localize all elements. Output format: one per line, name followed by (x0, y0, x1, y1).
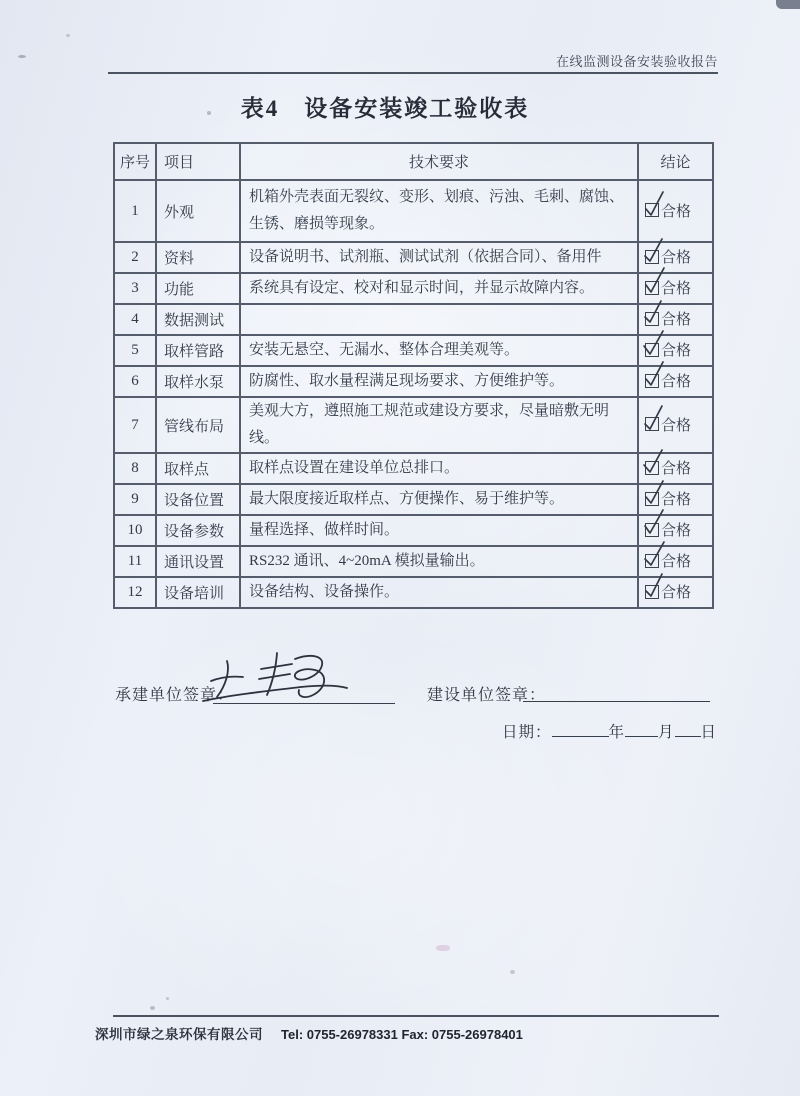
row-item: 设备参数 (156, 515, 240, 546)
year-label: 年 (608, 724, 626, 741)
handwritten-signature (197, 645, 352, 709)
checkbox-icon (645, 417, 659, 431)
scan-speck (18, 55, 26, 58)
row-requirement: 机箱外壳表面无裂纹、变形、划痕、污浊、毛刺、腐蚀、生锈、磨损等现象。 (240, 180, 638, 242)
row-no: 7 (114, 397, 156, 453)
row-no: 8 (114, 453, 156, 484)
conclusion-cell (645, 488, 691, 509)
conclusion-label: 合格 (661, 203, 692, 220)
checkbox-icon (645, 374, 659, 388)
row-no: 4 (114, 304, 156, 335)
table-row (114, 335, 713, 366)
conclusion-cell (645, 414, 691, 435)
table-row (114, 453, 713, 484)
scan-speck (166, 997, 169, 1000)
conclusion-label: 合格 (661, 461, 692, 478)
row-no: 6 (114, 366, 156, 397)
conclusion-cell (645, 277, 691, 298)
scan-corner-artifact (776, 0, 800, 9)
row-item: 数据测试 (156, 304, 240, 335)
conclusion-cell (645, 370, 691, 391)
footer-rule (113, 1015, 719, 1017)
row-no: 10 (114, 515, 156, 546)
row-item: 设备位置 (156, 484, 240, 515)
company-contact: Tel: 0755-26978331 Fax: 0755-26978401 (281, 1027, 523, 1042)
table-row (114, 577, 713, 608)
conclusion-label: 合格 (661, 417, 692, 434)
column-header-item: 项目 (156, 143, 240, 180)
row-requirement: 安装无悬空、无漏水、整体合理美观等。 (240, 335, 638, 366)
row-no: 12 (114, 577, 156, 608)
row-requirement: RS232 通讯、4~20mA 模拟量输出。 (240, 546, 638, 577)
conclusion-label: 合格 (661, 343, 692, 360)
row-item: 取样管路 (156, 335, 240, 366)
row-no: 5 (114, 335, 156, 366)
column-header-requirement: 技术要求 (240, 143, 638, 180)
date-day-blank (675, 722, 701, 737)
row-item: 管线布局 (156, 397, 240, 453)
table-row (114, 273, 713, 304)
checkbox-icon (645, 312, 659, 326)
conclusion-label: 合格 (661, 250, 692, 267)
conclusion-label: 合格 (661, 554, 692, 571)
month-label: 月 (658, 724, 675, 741)
table-row (114, 366, 713, 397)
date-row (502, 720, 717, 742)
conclusion-cell (645, 457, 691, 478)
table-header-row (114, 143, 713, 180)
checkbox-icon (645, 343, 659, 357)
scan-speck (436, 945, 450, 951)
table-row (114, 242, 713, 273)
row-item: 取样点 (156, 453, 240, 484)
row-item: 通讯设置 (156, 546, 240, 577)
row-item: 资料 (156, 242, 240, 273)
company-name: 深圳市绿之泉环保有限公司 (95, 1027, 263, 1042)
conclusion-cell (645, 581, 691, 602)
acceptance-table (113, 142, 714, 609)
checkbox-icon (645, 461, 659, 475)
report-header-note: 在线监测设备安装验收报告 (555, 54, 718, 69)
conclusion-cell (645, 200, 691, 221)
footer (95, 1023, 523, 1043)
conclusion-label: 合格 (661, 312, 692, 329)
row-requirement (240, 304, 638, 335)
checkbox-icon (645, 203, 659, 217)
row-requirement: 量程选择、做样时间。 (240, 515, 638, 546)
row-no: 2 (114, 242, 156, 273)
checkbox-icon (645, 554, 659, 568)
row-no: 11 (114, 546, 156, 577)
checkbox-icon (645, 492, 659, 506)
row-no: 3 (114, 273, 156, 304)
row-requirement: 美观大方，遵照施工规范或建设方要求，尽量暗敷无明线。 (240, 397, 638, 453)
scan-speck (150, 1006, 155, 1010)
row-requirement: 系统具有设定、校对和显示时间，并显示故障内容。 (240, 273, 638, 304)
table-row (114, 546, 713, 577)
column-header-conclusion: 结论 (638, 143, 713, 180)
scan-speck (66, 34, 70, 37)
conclusion-cell (645, 308, 691, 329)
scan-speck (510, 970, 515, 974)
conclusion-label: 合格 (661, 281, 692, 298)
row-item: 取样水泵 (156, 366, 240, 397)
conclusion-label: 合格 (661, 585, 692, 602)
builder-signature-line (523, 701, 710, 702)
date-month-blank (625, 722, 658, 737)
row-requirement: 防腐性、取水量程满足现场要求、方便维护等。 (240, 366, 638, 397)
column-header-no: 序号 (114, 143, 156, 180)
table-row (114, 397, 713, 453)
conclusion-label: 合格 (661, 492, 692, 509)
conclusion-cell (645, 339, 691, 360)
builder-signature-label: 建设单位签章： (427, 687, 547, 704)
row-requirement: 设备结构、设备操作。 (240, 577, 638, 608)
row-item: 外观 (156, 180, 240, 242)
contractor-signature-label: 承建单位签章： (115, 687, 235, 704)
date-label: 日期： (502, 724, 552, 741)
conclusion-cell (645, 246, 691, 267)
row-requirement: 最大限度接近取样点、方便操作、易于维护等。 (240, 484, 638, 515)
checkbox-icon (645, 585, 659, 599)
table-row (114, 515, 713, 546)
conclusion-cell (645, 550, 691, 571)
row-no: 1 (114, 180, 156, 242)
row-item: 功能 (156, 273, 240, 304)
row-requirement: 取样点设置在建设单位总排口。 (240, 453, 638, 484)
table-row (114, 180, 713, 242)
header-rule (108, 72, 718, 74)
table-row (114, 484, 713, 515)
table-row (114, 304, 713, 335)
day-label: 日 (700, 724, 718, 741)
conclusion-label: 合格 (661, 374, 692, 391)
checkbox-icon (645, 250, 659, 264)
checkbox-icon (645, 281, 659, 295)
row-item: 设备培训 (156, 577, 240, 608)
date-year-blank (552, 722, 609, 737)
checkbox-icon (645, 523, 659, 537)
conclusion-cell (645, 519, 691, 540)
row-requirement: 设备说明书、试剂瓶、测试试剂（依据合同）、备用件 (240, 242, 638, 273)
row-no: 9 (114, 484, 156, 515)
conclusion-label: 合格 (661, 523, 692, 540)
document-title: 表4 设备安装竣工验收表 (240, 96, 530, 121)
